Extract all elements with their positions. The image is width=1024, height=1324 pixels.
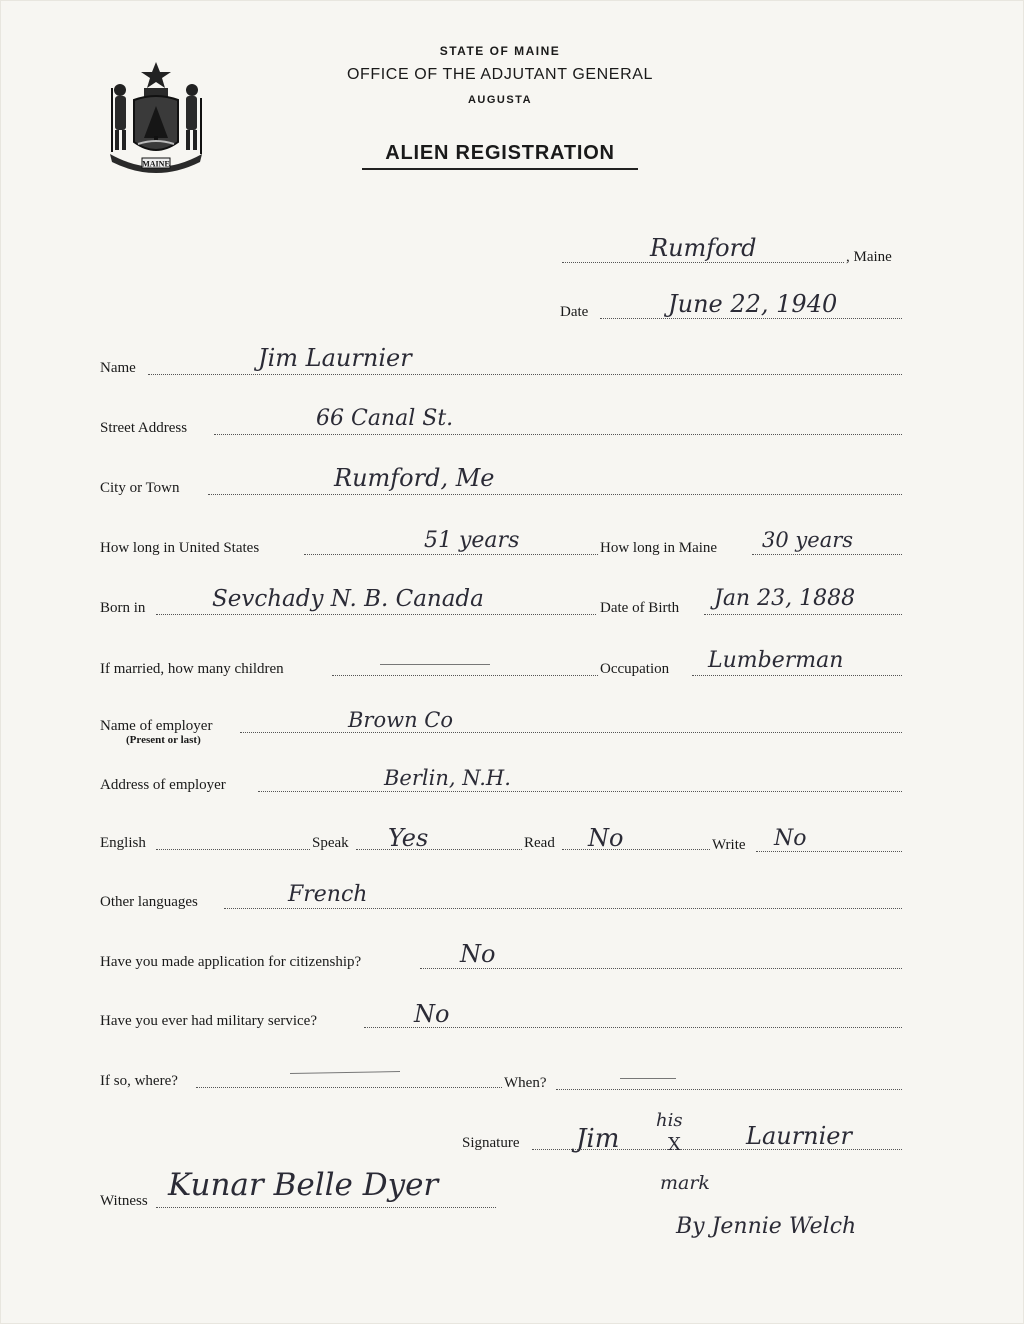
maine-line [752,554,902,555]
citizenship-line [420,968,902,969]
born-value: Sevchady N. B. Canada [212,586,484,612]
dob-value: Jan 23, 1888 [714,586,856,611]
employer-address-line [258,791,902,792]
where-blank-dash [290,1071,400,1074]
citizenship-value: No [460,940,496,968]
occupation-value: Lumberman [708,648,844,673]
date-value: June 22, 1940 [668,290,838,318]
employer-sublabel: (Present or last) [126,734,201,746]
employer-label: Name of employer [100,718,213,734]
witness-line [156,1207,496,1208]
employer-value: Brown Co [348,708,453,732]
write-value: No [774,826,807,851]
speak-value: Yes [388,824,429,852]
dob-line [704,614,902,615]
place-suffix: , Maine [846,249,892,265]
place-line [562,262,844,263]
read-line [562,849,710,850]
date-line [600,318,902,319]
title-underline [362,168,638,170]
write-label: Write [712,837,746,853]
when-line [556,1089,902,1090]
other-languages-label: Other languages [100,894,198,910]
city-heading: AUGUSTA [467,94,533,106]
city-value: Rumford, Me [334,464,495,492]
office-heading: OFFICE OF THE ADJUTANT GENERAL [346,66,654,83]
form-title: ALIEN REGISTRATION [385,142,615,164]
svg-text:MAINE: MAINE [142,159,170,169]
street-label: Street Address [100,420,188,436]
place-value: Rumford [650,234,757,262]
employer-address-label: Address of employer [100,777,226,793]
born-line [156,614,596,615]
occupation-line [692,675,902,676]
signature-label: Signature [462,1135,520,1151]
military-label: Have you ever had military service? [100,1013,317,1029]
us-line [304,554,598,555]
when-label: When? [504,1075,547,1091]
signature-first: Jim [576,1124,620,1154]
english-line [156,849,310,850]
where-line [196,1087,502,1088]
signature-his: his [656,1110,683,1131]
maine-value: 30 years [762,528,854,552]
date-label: Date [560,304,589,320]
children-label: If married, how many children [100,661,284,677]
citizenship-label: Have you made application for citizenship? [100,954,362,970]
signature-by: By Jennie Welch [676,1214,857,1239]
read-label: Read [524,835,555,851]
street-value: 66 Canal St. [316,406,454,431]
name-label: Name [100,360,136,376]
where-label: If so, where? [100,1073,178,1089]
other-languages-value: French [288,882,368,907]
us-value: 51 years [424,528,520,553]
write-line [756,851,902,852]
born-label: Born in [100,600,146,616]
employer-line [240,732,902,733]
city-label: City or Town [100,480,180,496]
witness-label: Witness [100,1193,148,1209]
us-label: How long in United States [100,540,260,556]
state-heading: STATE OF MAINE [439,44,561,58]
read-value: No [588,824,624,852]
maine-state-seal [104,58,208,174]
employer-address-value: Berlin, N.H. [384,766,511,790]
street-line [214,434,902,435]
children-blank-dash [380,664,490,665]
signature-last: Laurnier [746,1122,852,1150]
speak-line [356,849,522,850]
city-line [208,494,902,495]
name-line [148,374,902,375]
maine-label: How long in Maine [600,540,718,556]
when-blank-dash [620,1078,676,1079]
signature-x-mark: X [668,1134,681,1155]
dob-label: Date of Birth [600,600,680,616]
speak-label: Speak [312,835,349,851]
other-languages-line [224,908,902,909]
children-line [332,675,598,676]
witness-value: Kunar Belle Dyer [168,1167,439,1203]
english-label: English [100,835,146,851]
signature-mark: mark [660,1172,710,1194]
name-value: Jim Laurnier [258,344,412,372]
occupation-label: Occupation [600,661,670,677]
military-value: No [414,1000,450,1028]
